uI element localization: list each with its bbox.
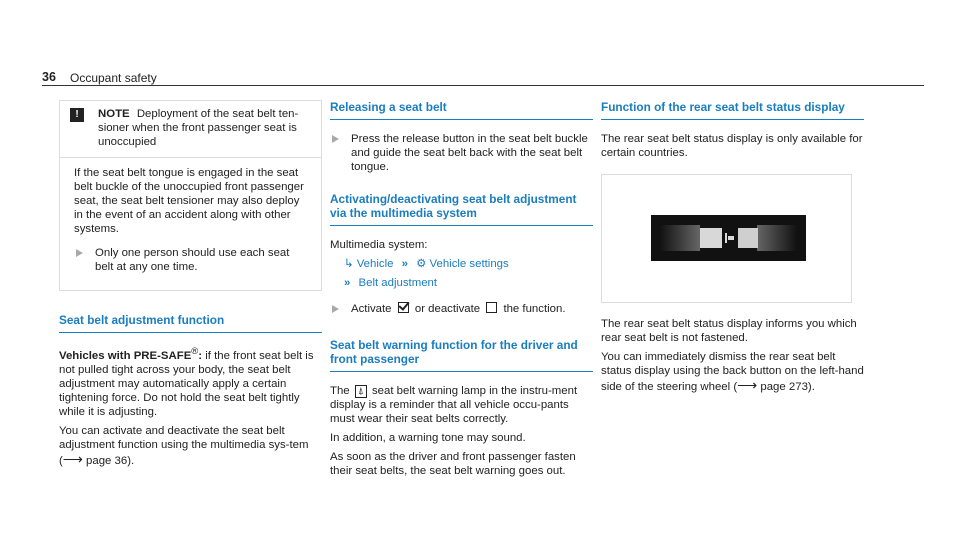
activate-bullet: [330, 302, 593, 316]
rear-paragraph-1: The rear seat belt status display is only available for certain countries.: [601, 133, 863, 159]
section-title: Occupant safety: [70, 71, 157, 85]
vehicles-label: Vehicles with PRE-SAFE: [59, 349, 192, 362]
page-number: 36: [42, 70, 56, 84]
page-ref-link[interactable]: page 273: [760, 381, 808, 393]
menu-path-2: [344, 276, 593, 290]
header-rule: [42, 85, 924, 86]
heading-rear: Function of the rear seat belt status display: [601, 100, 864, 120]
note-header: [60, 101, 321, 158]
right-seat-glow: [757, 225, 797, 251]
deactivate-word: or deactivate: [414, 303, 481, 315]
warning-p1-start: The: [330, 385, 350, 397]
belt-tongue-icon: [738, 228, 758, 248]
left-seat-glow: [660, 225, 700, 251]
enter-arrow-icon: ↳: [344, 258, 354, 270]
page-ref-arrow-icon: ⟶: [62, 450, 83, 467]
warning-paragraph-2: In addition, a warning tone may sound.: [330, 432, 526, 444]
release-bullet-text: Press the release button in the seat belt buckle and guide the seat belt back with the seat belt tongue.: [351, 133, 588, 173]
page-ref-link[interactable]: page 36: [86, 454, 128, 467]
rear-p3-text: You can immediately dismiss the rear seat belt status display using the back button on the left-hand side of the steering wheel (: [601, 351, 864, 393]
activate-bullet-text: [351, 302, 566, 316]
column-1: [59, 100, 322, 473]
activate-paragraph: [59, 424, 322, 468]
warning-icon: !: [70, 108, 84, 122]
checkbox-checked-icon: [398, 302, 409, 313]
warning-p1-end: seat belt warning lamp in the instru-ment display is a reminder that all vehicle occu-pants must wear their seat belts correctly.: [330, 385, 578, 425]
note-title: NOTE: [98, 108, 130, 120]
warning-paragraph-3: As soon as the driver and front passenger fasten their seat belts, the seat belt warning goes out.: [330, 451, 576, 477]
heading-activate: Activating/deactivating seat belt adjustment via the multimedia system: [330, 192, 593, 226]
chevron-icon: »: [344, 277, 351, 289]
heading-adjustment: Seat belt adjustment function: [59, 313, 322, 333]
note-head-body: Deployment of the seat belt ten-sioner when the front passenger seat is unoccupied: [98, 108, 299, 148]
rear-belt-status-display: [651, 215, 806, 261]
bullet-triangle-icon: [332, 305, 339, 313]
belt-latch-icon: [722, 233, 738, 243]
ref-close: ).: [127, 454, 135, 467]
vehicles-colon: :: [198, 349, 203, 362]
column-3: [601, 100, 864, 399]
rear-paragraph-2: The rear seat belt status display informs you which rear seat belt is not fastened.: [601, 318, 857, 344]
heading-warning: Seat belt warning function for the driver and front passenger: [330, 338, 593, 372]
checkbox-empty-icon: [486, 302, 497, 313]
heading-release: Releasing a seat belt: [330, 100, 593, 120]
registered-mark: ®: [191, 346, 199, 357]
page-ref-arrow-icon: ⟶: [737, 377, 758, 393]
path-vehicle-settings[interactable]: Vehicle settings: [429, 258, 509, 270]
seat-belt-lamp-icon: ⍋: [355, 385, 367, 398]
car-settings-icon: ⚙: [416, 258, 427, 270]
menu-path: [344, 257, 593, 271]
path-belt-adjustment[interactable]: Belt adjustment: [358, 277, 438, 289]
release-bullet: [330, 132, 593, 174]
activate-word: Activate: [351, 303, 392, 315]
vehicles-text: if the front seat belt is not pulled tight across your body, the seat belt adjustment may automatically apply a certain tightening force. Do not hold the seat belt tightly while it is adjusting.: [59, 349, 314, 418]
note-body: [60, 158, 321, 290]
note-bullet-text: Only one person should use each seat belt at any one time.: [95, 247, 290, 273]
bullet-triangle-icon: [76, 249, 83, 257]
function-word: the function.: [503, 303, 566, 315]
status-display-figure: [601, 174, 852, 303]
note-box: [59, 100, 322, 291]
path-vehicle[interactable]: Vehicle: [356, 258, 394, 270]
belt-buckle-icon: [700, 228, 722, 248]
note-paragraph: If the seat belt tongue is engaged in the seat belt buckle of the unoccupied front passenger seat, the seat belt tensioner may also deploy in the event of an accident along with other systems.: [74, 167, 304, 235]
chevron-icon: »: [401, 258, 408, 270]
ref-close: ).: [807, 381, 815, 393]
note-head-text: [98, 107, 311, 149]
note-bullet: [74, 246, 309, 274]
warning-paragraph-1: [330, 384, 593, 426]
multimedia-label: Multimedia system:: [330, 239, 428, 251]
activate-text: You can activate and deactivate the seat belt adjustment function using the multimedia sys-tem (: [59, 424, 309, 467]
column-2: [330, 100, 593, 483]
rear-paragraph-3: [601, 350, 864, 394]
bullet-triangle-icon: [332, 135, 339, 143]
vehicles-paragraph: [59, 345, 322, 419]
